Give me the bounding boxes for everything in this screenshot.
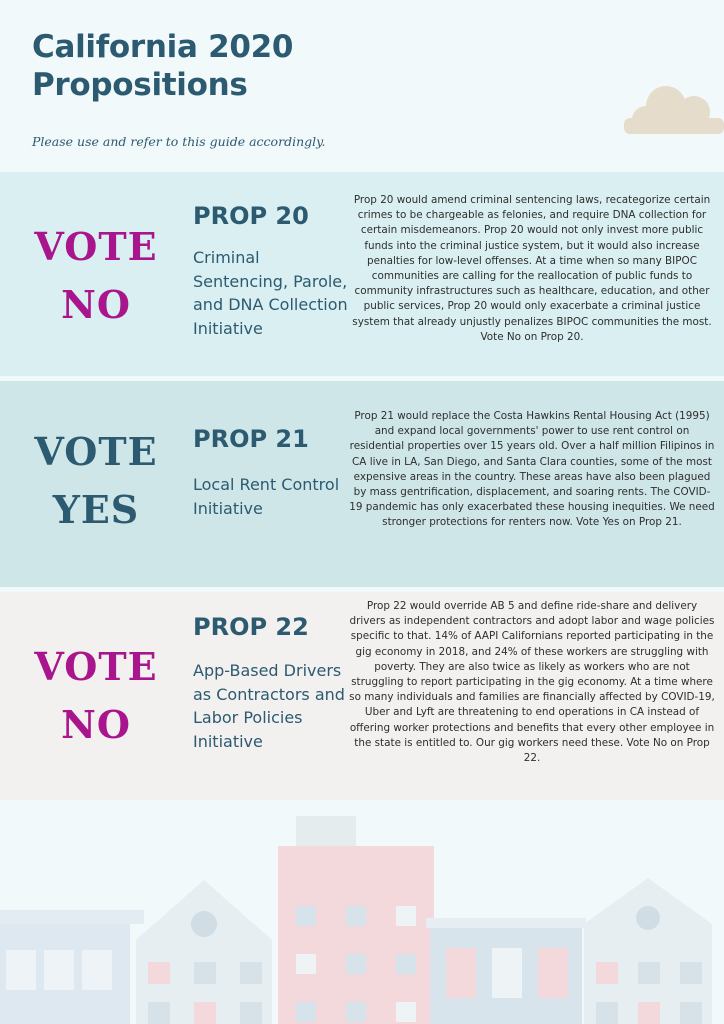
prop-number: PROP 20 xyxy=(193,202,309,230)
prop-number: PROP 22 xyxy=(193,613,309,641)
vote-recommendation: VOTE NO xyxy=(34,224,158,327)
page-header xyxy=(32,28,452,104)
prop-22-section xyxy=(0,592,724,800)
title-line-2: Propositions xyxy=(32,67,248,103)
prop-name: App-Based Drivers as Contractors and Labor Policies Initiative xyxy=(193,661,345,751)
prop-description: Prop 21 would replace the Costa Hawkins Rental Housing Act (1995) and expand local governments' power to use rent control on residential properties over 15 years old. Over a half million Filipinos in CA live in LA, San Diego, and Santa Clara counties, some of the most expensive areas in the country. These areas have also been plagued by mass gentrification, displacement, and soaring rents. The COVID-19 pandemic has only exacerbated these housing inequities. We need stronger protections for renters now. Vote Yes on Prop 21. xyxy=(349,410,715,529)
page-title xyxy=(32,28,452,104)
prop-21-section xyxy=(0,381,724,587)
prop-description: Prop 20 would amend criminal sentencing laws, recategorize certain crimes to be chargeable as felonies, and require DNA collection for certain misdemeanors. Prop 20 would not only invest more public funds into the criminal justice system, but it would also increase penalties for low-level offenses. At a time when so many BIPOC communities are calling for the reallocation of public funds to community infrastructures such as healthcare, education, and other public services, Prop 20 would only exacerbate a criminal justice system that already unjustly penalizes BIPOC communities the most. Vote No on Prop 20. xyxy=(352,194,712,343)
prop-description: Prop 22 would override AB 5 and define ride-share and delivery drivers as independent contractors and adopt labor and wage policies specific to that. 14% of AAPI Californians reported participating in the gig economy in 2018, and 24% of these workers are struggling with poverty. They are also twice as likely as workers who are not struggling to report participating in the gig economy. At a time where so many individuals and families are financially affected by COVID-19, Uber and Lyft are threatening to end operations in CA instead of offering worker protections and benefits that every other employee in the state is entitled to. Our gig workers need these. Vote No on Prop 22. xyxy=(349,600,715,765)
vote-recommendation: VOTE YES xyxy=(34,429,158,532)
city-skyline-illustration xyxy=(0,800,724,1024)
prop-number: PROP 21 xyxy=(193,425,309,453)
page-subtitle: Please use and refer to this guide accordingly. xyxy=(32,134,326,149)
title-line-1: California 2020 xyxy=(32,29,294,65)
vote-recommendation: VOTE NO xyxy=(34,644,158,747)
prop-name: Criminal Sentencing, Parole, and DNA Collection Initiative xyxy=(193,248,348,338)
prop-20-section xyxy=(0,172,724,376)
prop-name: Local Rent Control Initiative xyxy=(193,475,340,518)
cloud-icon xyxy=(622,82,724,134)
